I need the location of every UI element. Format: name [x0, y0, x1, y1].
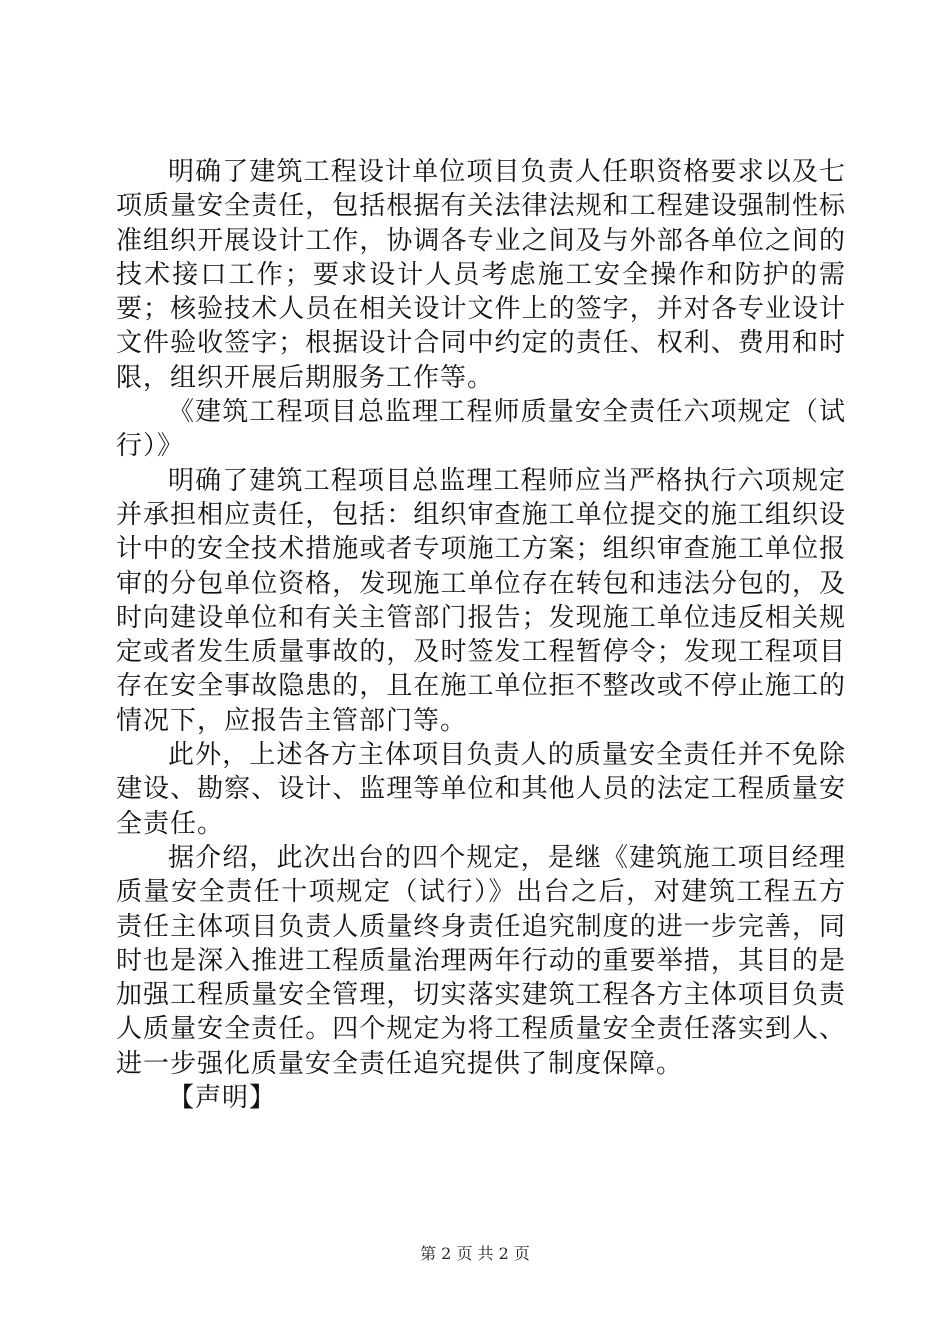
paragraph-design-lead-duties: 明确了建筑工程设计单位项目负责人任职资格要求以及七项质量安全责任，包括根据有关法律法规和工程建设强制性标准组织开展设计工作，协调各专业之间及与外部各单位之间的技术接口工作；要求设计人员考虑施工安全操作和防护的需要；核验技术人员在相关设计文件上的签字，并对各专业设计文件验收签字；根据设计合同中约定的责任、权利、费用和时限，组织开展后期服务工作等。: [116, 157, 846, 393]
document-body: [116, 155, 846, 1115]
paragraph-statement-heading: 【声明】: [168, 1083, 277, 1114]
paragraph-additional-note: 此外，上述各方主体项目负责人的质量安全责任并不免除建设、勘察、设计、监理等单位和其他人员的法定工程质量安全责任。: [116, 740, 846, 839]
paragraph-supervisor-rules-title: 《建筑工程项目总监理工程师质量安全责任六项规定（试行）》: [116, 397, 846, 462]
paragraph-supervisor-duties: 明确了建筑工程项目总监理工程师应当严格执行六项规定并承担相应责任，包括：组织审查施工单位提交的施工组织设计中的安全技术措施或者专项施工方案；组织审查施工单位报审的分包单位资格，发现施工单位存在转包和违法分包的，及时向建设单位和有关主管部门报告；发现施工单位违反相关规定或者发生质量事故的，及时签发工程暂停令；发现工程项目存在安全事故隐患的，且在施工单位拒不整改或不停止施工的情况下，应报告主管部门等。: [116, 465, 846, 736]
paragraph-introduction-summary: 据介绍，此次出台的四个规定，是继《建筑施工项目经理质量安全责任十项规定（试行）》出台之后，对建筑工程五方责任主体项目负责人质量终身责任追究制度的进一步完善，同时也是深入推进工程质量治理两年行动的重要举措，其目的是加强工程质量安全管理，切实落实建筑工程各方主体项目负责人质量安全责任。四个规定为将工程质量安全责任落实到人、进一步强化质量安全责任追究提供了制度保障。: [116, 842, 846, 1079]
page-footer: 第 2 页 共 2 页: [420, 1244, 530, 1263]
